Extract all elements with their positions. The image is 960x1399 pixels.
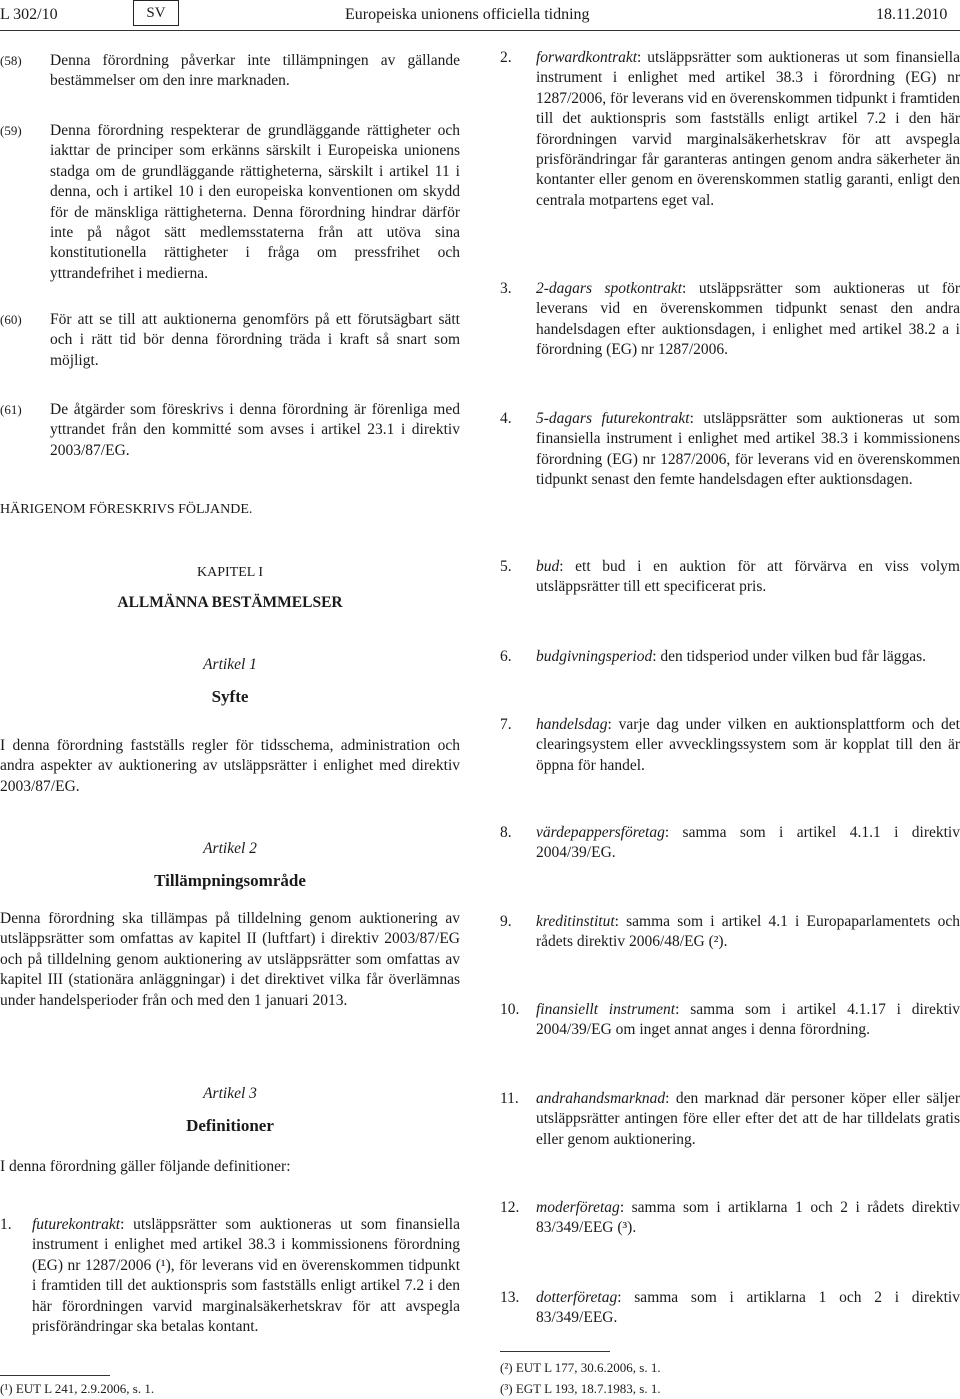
recital-text: För att se till att auktionerna genomförs på ett förutsägbart sätt och i rätt tid bör denna förordning träda i kraft så snart som möjligt. [50, 311, 460, 369]
definition-number: 3. [500, 280, 512, 297]
definition-text: : utsläppsrätter som auktioneras ut för leverans vid en överenskommen tidpunkt senast den andra handelsdagen efter auktionsdagen, i enlighet med artikel 38.2 a i förordning (EG) nr 1287/2006. [536, 280, 960, 359]
definition-text: : utsläppsrätter som auktioneras ut som finansiella instrument i enlighet med artikel 38.3 i kommissionens förordning (EG) nr 1287/2006 (¹), för leverans vid en överenskommen tidpunkt i framtiden till det auktionspris som fastställs enligt artikel 7.2 i den här förordningen varvid marginalsäkerhetskrav för att avspegla prisförändringar ska betalas kontant. [32, 1216, 460, 1336]
definition-number: 5. [500, 558, 512, 575]
definition-item [536, 823, 960, 864]
enacting-formula: HÄRIGENOM FÖRESKRIVS FÖLJANDE. [0, 502, 253, 517]
footnote [500, 1381, 661, 1397]
definition-text: : samma som i artikel 4.1.1 i direktiv 2004/39/EG. [536, 824, 960, 862]
article-text: Denna förordning ska tillämpas på tilldelning genom auktionering av utsläppsrätter som omfattas av kapitel II (luftfart) i direktiv 2003/87/EG och på tilldelning genom auktionering av utsläppsrätter som omfattas av kapitel III (stationära anläggningar) i det direktivet vilka får överlämnas under handelsperioder från och med den 1 januari 2013. [0, 910, 460, 1009]
definition-item [536, 647, 960, 667]
definition-text: : den tidsperiod under vilken bud får läggas. [652, 648, 927, 665]
language-badge: SV [133, 0, 179, 26]
chapter-title: ALLMÄNNA BESTÄMMELSER [117, 594, 343, 611]
footnote-rule [500, 1351, 610, 1352]
footnote-mark: (²) [500, 1360, 513, 1375]
recital-number: (60) [0, 312, 22, 327]
chapter-label: KAPITEL I [197, 565, 263, 580]
definition-text: : utsläppsrätter som auktioneras ut som finansiella instrument i enlighet med artikel 38.3 i kommissionens förordning (EG) nr 1287/2006, för leverans vid en överenskommen tidpunkt senast den femte handelsdagen efter auktionsdagen. [536, 410, 960, 489]
footnote-rule [0, 1375, 110, 1376]
definition-number: 4. [500, 410, 512, 427]
definition-term: 2-dagars spotkontrakt [536, 280, 683, 297]
header-rule [0, 30, 960, 31]
article-title: Tillämpningsområde [154, 871, 306, 890]
definition-item [536, 1000, 960, 1041]
footnote [500, 1360, 661, 1376]
definition-term: forwardkontrakt [536, 49, 638, 66]
definition-term: finansiellt instrument [536, 1001, 676, 1018]
definition-item [32, 1215, 460, 1337]
definition-text: : ett bud i en auktion för att förvärva en viss volym utsläppsrätter till ett specificerat pris. [536, 558, 960, 596]
definition-term: 5-dagars futurekontrakt [536, 410, 690, 427]
definition-text: : utsläppsrätter som auktioneras ut som finansiella instrument i enlighet med artikel 38.3 i förordning (EG) nr 1287/2006, för leverans vid en överenskommen tidpunkt i framtiden till det auktionspris som fastställs enligt artikel 7.2 i den här förordningen varvid marginalsäkerhetskrav för att avspegla prisförändringar får garanteras antingen genom andra säkerheter än kontanter eller genom en överenskommen statlig garanti, enligt den centrala motpartens eget val. [536, 49, 960, 209]
definition-term: budgivningsperiod [536, 648, 653, 665]
definition-term: kreditinstitut [536, 913, 615, 930]
article-label: Artikel 3 [203, 1085, 257, 1102]
recital-text: De åtgärder som föreskrivs i denna förordning är förenliga med yttrandet från den kommitté som avses i artikel 23.1 i direktiv 2003/87/EG. [50, 401, 460, 459]
definition-number: 10. [500, 1001, 520, 1018]
recital-number: (61) [0, 402, 22, 417]
footnote-text: EUT L 177, 30.6.2006, s. 1. [515, 1360, 661, 1375]
footnote-mark: (³) [500, 1381, 513, 1396]
article-title: Definitioner [186, 1116, 274, 1135]
definition-term: värdepappersföretag [536, 824, 665, 841]
journal-title: Europeiska unionens officiella tidning [345, 6, 590, 23]
article-text: I denna förordning fastställs regler för tidsschema, administration och andra aspekter av auktionering av utsläppsrätter i enlighet med direktiv 2003/87/EG. [0, 737, 460, 795]
definition-text: : den marknad där personer köper eller säljer utsläppsrätter antingen före eller efter det att de har tilldelats gratis eller genom auktionering. [536, 1090, 960, 1148]
definition-text: : samma som i artiklarna 1 och 2 i direktiv 83/349/EEG. [536, 1289, 960, 1327]
definition-number: 12. [500, 1199, 520, 1216]
definition-item [536, 1288, 960, 1329]
definition-term: handelsdag [536, 716, 608, 733]
definition-item [536, 912, 960, 953]
recital-number: (59) [0, 123, 22, 138]
definition-number: 6. [500, 648, 512, 665]
article-title: Syfte [211, 687, 249, 706]
definition-item [536, 1089, 960, 1150]
publication-date: 18.11.2010 [876, 6, 948, 23]
definition-number: 2. [500, 49, 512, 66]
definition-number: 7. [500, 716, 512, 733]
definition-item [536, 1198, 960, 1239]
definition-item [536, 279, 960, 361]
definition-number: 8. [500, 824, 512, 841]
footnote [0, 1381, 154, 1397]
definition-number: 13. [500, 1289, 520, 1306]
definition-number: 9. [500, 913, 512, 930]
page-reference: L 302/10 [0, 6, 58, 23]
definition-item [536, 409, 960, 491]
article-label: Artikel 1 [203, 656, 257, 673]
definition-term: moderföretag [536, 1199, 620, 1216]
footnote-text: EGT L 193, 18.7.1983, s. 1. [515, 1381, 661, 1396]
definition-text: : samma som i artikel 4.1 i Europaparlamentets och rådets direktiv 2006/48/EG (²). [536, 913, 960, 951]
article-text: I denna förordning gäller följande definitioner: [0, 1158, 291, 1175]
definition-term: futurekontrakt [32, 1216, 121, 1233]
recital-text: Denna förordning respekterar de grundläggande rättigheter och iakttar de principer som erkänns särskilt i Europeiska unionens stadga om de grundläggande rättigheterna, särskilt i artikel 11 i denna, och i artikel 10 i den europeiska konventionen om skydd för de mänskliga rättigheterna. Denna förordning hindrar därför inte på något sätt medlemsstaterna från att utöva sina konstitutionella rättigheter i fråga om pressfrihet och yttrandefrihet i medierna. [50, 122, 460, 282]
definition-text: : samma som i artikel 4.1.17 i direktiv 2004/39/EG om inget annat anges i denna förordning. [536, 1001, 960, 1039]
recital-number: (58) [0, 53, 22, 68]
footnote-mark: (¹) [0, 1381, 13, 1396]
definition-text: : samma som i artiklarna 1 och 2 i rådets direktiv 83/349/EEG (³). [536, 1199, 960, 1237]
definition-term: andrahandsmarknad [536, 1090, 666, 1107]
footnote-text: EUT L 241, 2.9.2006, s. 1. [15, 1381, 155, 1396]
article-label: Artikel 2 [203, 840, 257, 857]
definition-number: 1. [0, 1216, 12, 1233]
definition-item [536, 48, 960, 211]
definition-term: dotterföretag [536, 1289, 618, 1306]
definition-term: bud [536, 558, 560, 575]
definition-item [536, 715, 960, 776]
recital-text: Denna förordning påverkar inte tillämpningen av gällande bestämmelser om den inre marknaden. [50, 52, 460, 90]
definition-text: : varje dag under vilken en auktionsplattform och det clearingsystem eller avvecklingssystem som är kopplat till den är öppna för handel. [536, 716, 960, 774]
definition-item [536, 557, 960, 598]
definition-number: 11. [500, 1090, 519, 1107]
